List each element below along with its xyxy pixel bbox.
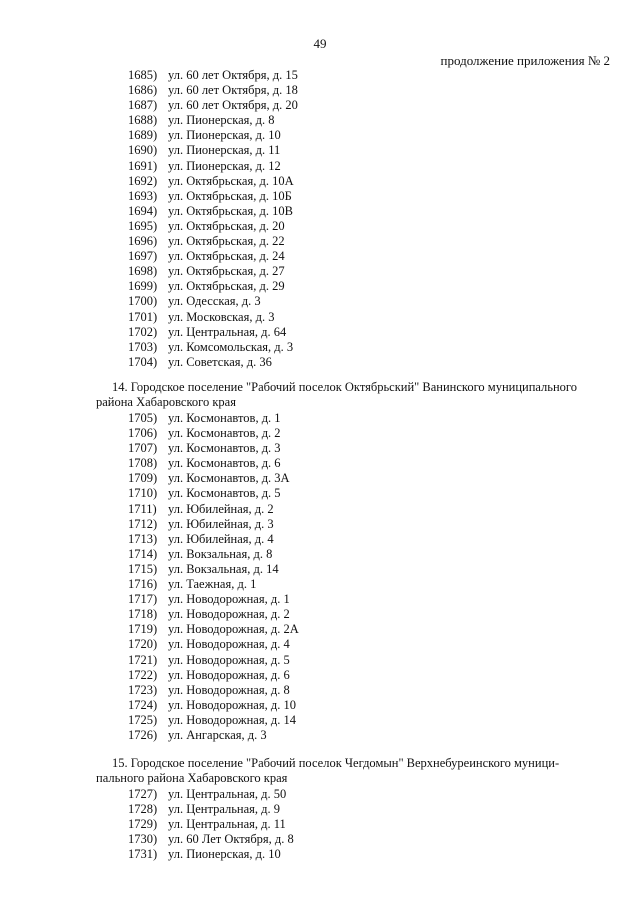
list-item	[128, 189, 298, 204]
item-number: 1714)	[128, 546, 158, 561]
item-address: ул. Космонавтов, д. 1	[168, 411, 281, 425]
list-item	[128, 83, 298, 98]
item-number: 1719)	[128, 622, 158, 637]
item-address: ул. Космонавтов, д. 6	[168, 456, 281, 471]
item-number: 1709)	[128, 471, 158, 486]
item-address: ул. 60 лет Октября, д. 18	[168, 83, 298, 98]
list-item	[128, 517, 299, 532]
list-item	[128, 847, 294, 862]
item-address: ул. Октябрьская, д. 20	[168, 218, 285, 233]
item-address: ул. Октябрьская, д. 10В	[168, 203, 293, 218]
list-item	[128, 68, 298, 83]
item-address: ул. Пионерская, д. 8	[168, 113, 275, 128]
item-address: ул. Октябрьская, д. 10А	[168, 173, 294, 188]
list-item	[128, 622, 299, 637]
list-item	[128, 128, 298, 143]
section-heading-line: 15. Городское поселение "Рабочий поселок Чегдомын" Верхнебуреинского муници-	[112, 756, 560, 770]
item-address: ул. Вокзальная, д. 8	[168, 546, 273, 561]
item-address: ул. Центральная, д. 11	[168, 817, 286, 832]
list-item	[128, 577, 299, 592]
item-address: ул. Космонавтов, д. 3	[168, 441, 281, 456]
list-item	[128, 279, 298, 294]
item-number: 1696)	[128, 234, 158, 249]
item-number: 1722)	[128, 667, 158, 682]
list-item	[128, 113, 298, 128]
item-address: ул. Комсомольская, д. 3	[168, 339, 294, 354]
section-heading-15	[96, 756, 610, 786]
section-heading-line: 14. Городское поселение "Рабочий поселок Октябрьский" Ванинского муниципального	[112, 380, 578, 394]
item-number: 1687)	[128, 98, 158, 113]
item-address: ул. Одесская, д. 3	[168, 294, 261, 309]
list-item	[128, 802, 294, 817]
item-address: ул. Новодорожная, д. 14	[168, 712, 296, 727]
item-number: 1711)	[128, 501, 157, 516]
list-item	[128, 562, 299, 577]
item-address: ул. Октябрьская, д. 24	[168, 249, 285, 264]
item-address: ул. Пионерская, д. 10	[168, 128, 281, 143]
item-address: ул. 60 Лет Октября, д. 8	[168, 832, 294, 847]
item-address: ул. Юбилейная, д. 4	[168, 531, 274, 546]
item-address: ул. Вокзальная, д. 14	[168, 561, 279, 576]
list-item	[128, 143, 298, 158]
item-number: 1729)	[128, 817, 158, 832]
list-item	[128, 204, 298, 219]
item-number: 1688)	[128, 113, 158, 128]
item-number: 1691)	[128, 158, 158, 173]
list-item	[128, 668, 299, 683]
item-address: ул. 60 лет Октября, д. 15	[168, 68, 298, 82]
item-number: 1694)	[128, 203, 158, 218]
list-item	[128, 787, 294, 802]
list-item	[128, 441, 299, 456]
item-number: 1725)	[128, 712, 158, 727]
item-number: 1720)	[128, 637, 158, 652]
item-number: 1710)	[128, 486, 158, 501]
item-number: 1716)	[128, 577, 158, 592]
item-address: ул. Космонавтов, д. 3А	[168, 471, 290, 486]
list-item	[128, 411, 299, 426]
list-item	[128, 249, 298, 264]
list-item	[128, 592, 299, 607]
item-address: ул. Новодорожная, д. 5	[168, 652, 290, 667]
section-heading-continuation: пального района Хабаровского края	[96, 771, 288, 785]
list-item	[128, 234, 298, 249]
item-number: 1690)	[128, 143, 158, 158]
appendix-continuation-note: продолжение приложения № 2	[440, 53, 610, 68]
item-address: ул. Октябрьская, д. 27	[168, 264, 285, 279]
item-address: ул. Юбилейная, д. 2	[168, 501, 274, 516]
item-number: 1689)	[128, 128, 158, 143]
item-address: ул. Пионерская, д. 10	[168, 847, 281, 862]
item-address: ул. 60 лет Октября, д. 20	[168, 98, 298, 113]
item-address: ул. Октябрьская, д. 22	[168, 234, 285, 249]
list-item	[128, 653, 299, 668]
item-number: 1721)	[128, 652, 158, 667]
item-address: ул. Юбилейная, д. 3	[168, 516, 274, 531]
list-item	[128, 174, 298, 189]
item-address: ул. Октябрьская, д. 10Б	[168, 188, 292, 203]
item-address: ул. Новодорожная, д. 10	[168, 697, 296, 712]
list-item	[128, 832, 294, 847]
list-item	[128, 264, 298, 279]
item-address: ул. Новодорожная, д. 4	[168, 637, 290, 652]
address-list-1	[128, 68, 298, 370]
list-item	[128, 637, 299, 652]
item-number: 1686)	[128, 83, 158, 98]
section-heading-14	[96, 380, 610, 410]
item-number: 1707)	[128, 441, 158, 456]
item-number: 1692)	[128, 173, 158, 188]
item-number: 1703)	[128, 339, 158, 354]
item-number: 1695)	[128, 218, 158, 233]
list-item	[128, 98, 298, 113]
item-address: ул. Новодорожная, д. 6	[168, 667, 290, 682]
item-number: 1708)	[128, 456, 158, 471]
list-item	[128, 683, 299, 698]
item-number: 1723)	[128, 682, 158, 697]
item-address: ул. Центральная, д. 50	[168, 787, 287, 801]
list-item	[128, 547, 299, 562]
item-number: 1717)	[128, 592, 158, 607]
list-item	[128, 310, 298, 325]
item-number: 1685)	[128, 68, 158, 82]
list-item	[128, 817, 294, 832]
item-address: ул. Новодорожная, д. 1	[168, 592, 290, 607]
item-number: 1718)	[128, 607, 158, 622]
list-item	[128, 159, 298, 174]
item-number: 1700)	[128, 294, 158, 309]
list-item	[128, 325, 298, 340]
address-list-14	[128, 411, 299, 743]
item-number: 1728)	[128, 802, 158, 817]
list-item	[128, 698, 299, 713]
item-number: 1701)	[128, 309, 158, 324]
item-number: 1724)	[128, 697, 158, 712]
list-item	[128, 486, 299, 501]
item-number: 1726)	[128, 727, 158, 742]
list-item	[128, 219, 298, 234]
item-number: 1730)	[128, 832, 158, 847]
item-address: ул. Центральная, д. 9	[168, 802, 281, 817]
item-number: 1693)	[128, 188, 158, 203]
item-address: ул. Космонавтов, д. 2	[168, 426, 281, 441]
item-address: ул. Пионерская, д. 12	[168, 158, 281, 173]
address-list-15	[128, 787, 294, 862]
item-address: ул. Октябрьская, д. 29	[168, 279, 285, 294]
list-item	[128, 294, 298, 309]
item-number: 1698)	[128, 264, 158, 279]
list-item	[128, 532, 299, 547]
item-address: ул. Пионерская, д. 11	[168, 143, 281, 158]
item-number: 1713)	[128, 531, 158, 546]
list-item	[128, 355, 298, 370]
list-item	[128, 607, 299, 622]
item-address: ул. Космонавтов, д. 5	[168, 486, 281, 501]
list-item	[128, 713, 299, 728]
page-number: 49	[313, 36, 327, 51]
item-number: 1699)	[128, 279, 158, 294]
item-number: 1705)	[128, 411, 158, 425]
item-address: ул. Таежная, д. 1	[168, 577, 257, 592]
list-item	[128, 471, 299, 486]
item-address: ул. Советская, д. 36	[168, 354, 272, 369]
item-number: 1697)	[128, 249, 158, 264]
item-address: ул. Новодорожная, д. 2	[168, 607, 290, 622]
list-item	[128, 340, 298, 355]
item-number: 1727)	[128, 787, 158, 801]
list-item	[128, 728, 299, 743]
item-address: ул. Новодорожная, д. 2А	[168, 622, 299, 637]
item-number: 1704)	[128, 354, 158, 369]
item-number: 1702)	[128, 324, 158, 339]
section-heading-continuation: района Хабаровского края	[96, 395, 236, 409]
item-number: 1715)	[128, 561, 158, 576]
item-address: ул. Центральная, д. 64	[168, 324, 287, 339]
item-address: ул. Ангарская, д. 3	[168, 727, 267, 742]
item-number: 1706)	[128, 426, 158, 441]
item-address: ул. Московская, д. 3	[168, 309, 275, 324]
item-number: 1712)	[128, 516, 158, 531]
item-number: 1731)	[128, 847, 158, 862]
list-item	[128, 456, 299, 471]
list-item	[128, 426, 299, 441]
item-address: ул. Новодорожная, д. 8	[168, 682, 290, 697]
list-item	[128, 502, 299, 517]
